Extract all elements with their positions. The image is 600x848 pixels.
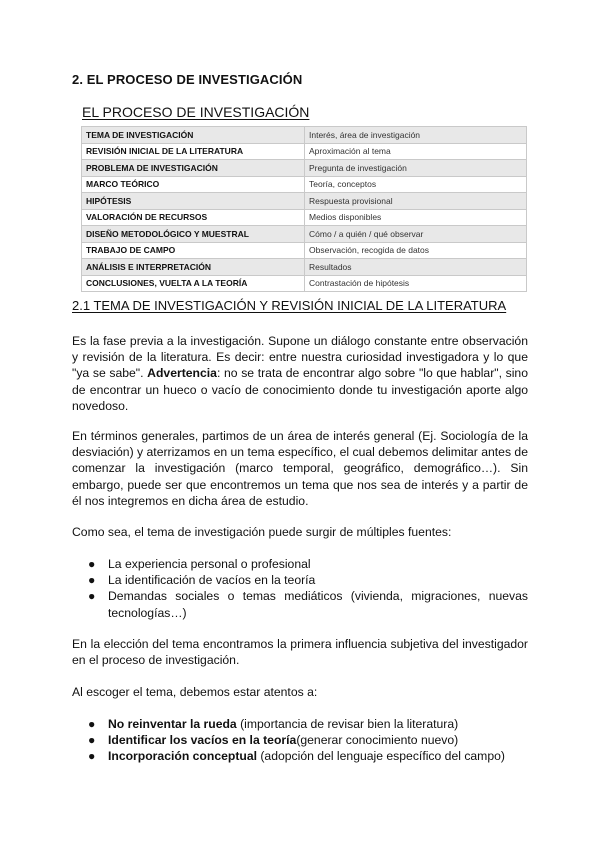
bullet-icon: ● [88,749,96,764]
table-cell-description: Interés, área de investigación [305,127,527,144]
table-title: EL PROCESO DE INVESTIGACIÓN [82,104,310,120]
list-item [72,716,528,732]
table-cell-step: REVISIÓN INICIAL DE LA LITERATURA [82,143,305,160]
list-item-text: La experiencia personal o profesional [108,557,311,571]
attention-list [72,716,528,765]
table-cell-description: Cómo / a quién / qué observar [305,226,527,243]
table-cell-step: CONCLUSIONES, VUELTA A LA TEORÍA [82,275,305,292]
table-cell-step: ANÁLISIS E INTERPRETACIÓN [82,259,305,276]
paragraph-attention-intro: Al escoger el tema, debemos estar atentos a: [72,685,318,699]
bullet-icon: ● [88,589,96,604]
table-cell-description: Observación, recogida de datos [305,242,527,259]
list-item-text: (adopción del lenguaje específico del campo) [256,749,505,764]
table-row [82,259,527,276]
list-item [72,572,528,588]
section-title: 2.1 TEMA DE INVESTIGACIÓN Y REVISIÓN INICIAL DE LA LITERATURA [72,298,507,313]
table-cell-step: MARCO TEÓRICO [82,176,305,193]
table-row [82,160,527,177]
list-item [72,732,528,748]
table-cell-description: Respuesta provisional [305,193,527,210]
table-row [82,193,527,210]
table-cell-step: PROBLEMA DE INVESTIGACIÓN [82,160,305,177]
list-item-text: La identificación de vacíos en la teoría [108,573,316,588]
bullet-icon: ● [88,733,96,748]
list-item-text: (importancia de revisar bien la literatura) [236,717,459,731]
paragraph-subjective-influence: En la elección del tema encontramos la primera influencia subjetiva del investigador en el proceso de investigación. [72,637,528,668]
paragraph-text: : no se trata de encontrar algo sobre "lo que hablar", sino de encontrar un hueco o vacío de conocimiento donde tu investigación aporte algo novedoso. [72,366,528,413]
table-row [82,127,527,144]
list-item-text: Demandas sociales o temas mediáticos (vivienda, migraciones, nuevas tecnologías…) [108,589,528,620]
table-cell-description: Pregunta de investigación [305,160,527,177]
warning-label: Advertencia [147,366,217,381]
chapter-heading: 2. EL PROCESO DE INVESTIGACIÓN [72,72,303,87]
list-item [72,588,528,620]
list-item-text: (generar conocimiento nuevo) [296,733,459,748]
list-item-bold: No reinventar la rueda [108,717,237,731]
table-cell-description: Teoría, conceptos [305,176,527,193]
paragraph-text: Es la fase previa a la investigación. Supone un diálogo constante entre observación y revisión de la literatura. Es decir: entre nuestra curiosidad investigadora y lo que "ya se sabe". [72,334,528,381]
table-row [82,242,527,259]
table-row [82,226,527,243]
paragraph-general-terms: En términos generales, partimos de un área de interés general (Ej. Sociología de la desviación) y aterrizamos en un tema específico, el cual debemos delimitar antes de comenzar la investigación (marco temporal, geográfico, demográfico…). Sin embargo, puede ser que encontremos un tema que nos sea de interés y a partir de él nos integremos en dicha área de estudio. [72,429,528,508]
table-cell-step: VALORACIÓN DE RECURSOS [82,209,305,226]
process-table [81,126,527,292]
table-cell-step: DISEÑO METODOLÓGICO Y MUESTRAL [82,226,305,243]
sources-list [72,556,528,621]
bullet-icon: ● [88,557,96,571]
list-item-bold: Identificar los vacíos en la teoría [108,733,297,748]
table-row [82,143,527,160]
table-row [82,176,527,193]
list-item-bold: Incorporación conceptual [108,749,257,764]
list-item [72,556,528,572]
table-cell-description: Resultados [305,259,527,276]
paragraph-sources-intro: Como sea, el tema de investigación puede surgir de múltiples fuentes: [72,525,452,539]
bullet-icon: ● [88,573,96,588]
table-cell-description: Medios disponibles [305,209,527,226]
table-row [82,209,527,226]
table-cell-description: Contrastación de hipótesis [305,275,527,292]
table-cell-step: TEMA DE INVESTIGACIÓN [82,127,305,144]
table-row [82,275,527,292]
table-cell-step: HIPÓTESIS [82,193,305,210]
bullet-icon: ● [88,717,96,731]
table-cell-step: TRABAJO DE CAMPO [82,242,305,259]
list-item [72,748,528,764]
paragraph-intro [72,333,528,414]
table-cell-description: Aproximación al tema [305,143,527,160]
